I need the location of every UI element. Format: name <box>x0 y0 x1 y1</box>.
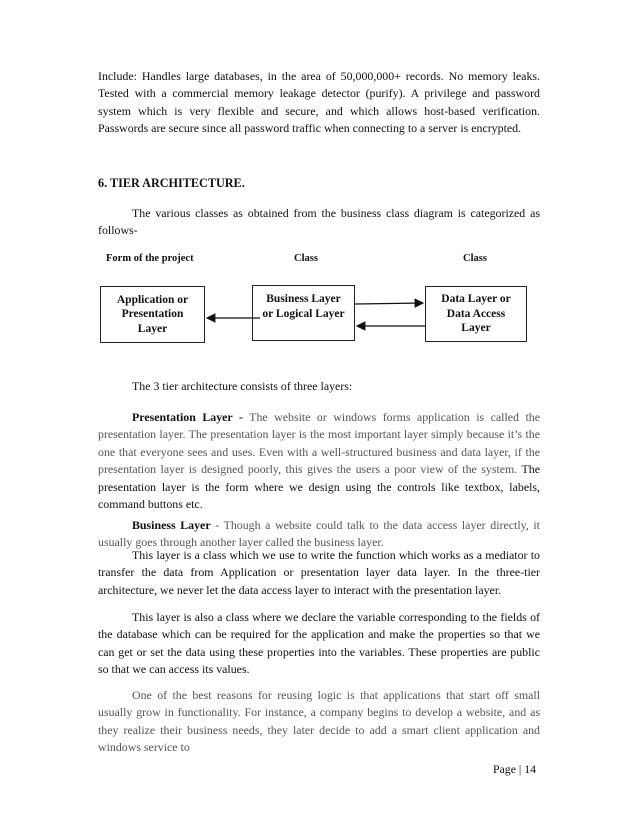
business-paragraph: Business Layer - Though a website could talk to the data access layer directly, it usually goes through another layer called the business layer. <box>98 518 540 550</box>
business-layer-box: Business Layer or Logical Layer <box>252 285 355 341</box>
reuse-paragraph: One of the best reasons for reusing logic is that applications that start off small usually grow in functionality. For instance, a company begins to develop a website, and as they realize their business needs, they later decide to add a smart client application and windows service to <box>98 688 540 755</box>
diagram-header-class-2: Class <box>463 253 487 264</box>
data-layer-box: Data Layer or Data Access Layer <box>425 286 527 342</box>
business-paragraph-3: This layer is also a class where we declare the variable corresponding to the fields of the database which can be required for the application and make the properties so that we can get or set the data using these properties into the variables. These properties are public so that we can access its values. <box>98 610 540 677</box>
business-paragraph-2: This layer is a class which we use to write the function which works as a mediator to transfer the data from Application or presentation layer data layer. In the three-tier architecture, we never let the data access layer to interact with the presentation layer. <box>98 548 540 597</box>
business-term: Business Layer <box>132 518 211 532</box>
presentation-term: Presentation Layer - <box>132 410 243 424</box>
presentation-paragraph: Presentation Layer - The website or windows forms application is called the presentation layer. The presentation layer is the most important layer simply because it’s the one that everyone sees and uses. Even with a well-structured business and data layer, if the presentation layer is designed poorly, this gives the users a poor view of the system. The presentation layer is the form where we design using the controls like textbox, labels, command buttons etc. <box>98 410 541 512</box>
layers-intro: The 3 tier architecture consists of three layers: <box>132 379 353 393</box>
page-number: Page | 14 <box>493 762 536 776</box>
presentation-layer-box: Application or Presentation Layer <box>100 286 205 343</box>
arrow-business-to-data <box>355 303 423 304</box>
section-heading: 6. TIER ARCHITECTURE. <box>98 176 245 190</box>
diagram-header-class-1: Class <box>294 253 318 264</box>
section-intro-paragraph: The various classes as obtained from the business class diagram is categorized as follows- <box>98 206 540 238</box>
diagram-header-form: Form of the project <box>106 253 194 264</box>
intro-paragraph: Include: Handles large databases, in the area of 50,000,000+ records. No memory leaks. Tested with a commercial memory leakage detector (purify). A privilege and password system which is very flexible and secure, and which allows host-based verification. Passwords are secure since all password traffic when connecting to a server is encrypted. <box>98 69 540 136</box>
